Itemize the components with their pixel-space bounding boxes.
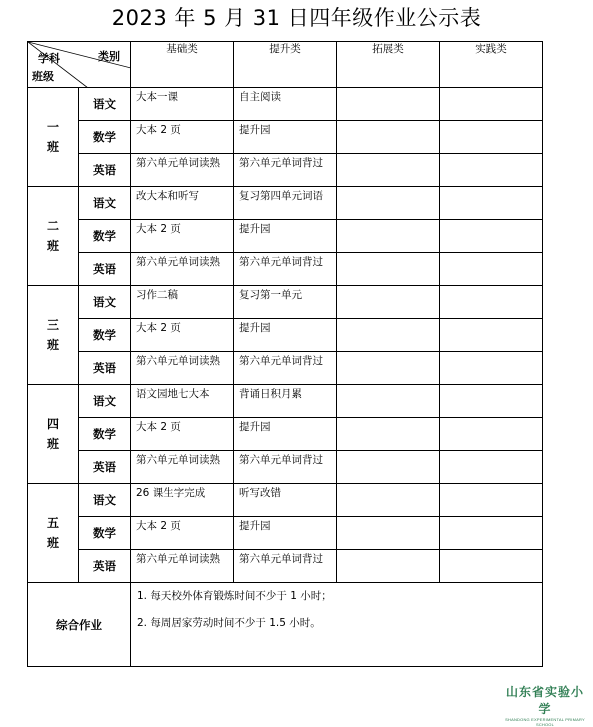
extend-task-cell — [337, 187, 440, 220]
table-row — [28, 484, 543, 517]
extend-task-cell — [337, 319, 440, 352]
advance-task-cell: 复习第四单元词语 — [234, 187, 337, 220]
header-row — [28, 42, 543, 88]
advance-task-cell: 提升园 — [234, 121, 337, 154]
class-name-cell — [28, 88, 79, 187]
practice-task-cell — [440, 286, 543, 319]
subject-cell: 英语 — [79, 550, 131, 583]
basic-task-cell: 第六单元单词读熟 — [131, 352, 234, 385]
basic-task-cell: 第六单元单词读熟 — [131, 154, 234, 187]
subject-cell: 数学 — [79, 220, 131, 253]
table-row — [28, 121, 543, 154]
subject-cell: 数学 — [79, 418, 131, 451]
advance-task-cell: 听写改错 — [234, 484, 337, 517]
extend-task-cell — [337, 121, 440, 154]
basic-task-cell: 大本一课 — [131, 88, 234, 121]
basic-task-cell: 26 课生字完成 — [131, 484, 234, 517]
table-row — [28, 220, 543, 253]
practice-task-cell — [440, 385, 543, 418]
extend-task-cell — [337, 220, 440, 253]
subject-cell: 语文 — [79, 88, 131, 121]
basic-task-cell: 第六单元单词读熟 — [131, 253, 234, 286]
summary-item: 2. 每周居家劳动时间不少于 1.5 小时。 — [137, 617, 321, 629]
subject-cell: 英语 — [79, 352, 131, 385]
class-name: 四班 — [46, 417, 59, 451]
homework-table — [27, 41, 543, 667]
practice-task-cell — [440, 352, 543, 385]
subject-cell: 数学 — [79, 121, 131, 154]
class-name-cell — [28, 286, 79, 385]
corner-subject-label: 学科 — [38, 52, 60, 65]
summary-item: 1. 每天校外体育锻炼时间不少于 1 小时； — [137, 590, 332, 602]
advance-task-cell: 第六单元单词背过 — [234, 451, 337, 484]
subject-cell: 语文 — [79, 385, 131, 418]
subject-cell: 数学 — [79, 517, 131, 550]
advance-task-cell: 提升园 — [234, 517, 337, 550]
practice-task-cell — [440, 253, 543, 286]
class-name-cell — [28, 484, 79, 583]
extend-task-cell — [337, 88, 440, 121]
school-logo-english: SHANDONG EXPERIMENTAL PRIMARY SCHOOL — [505, 717, 585, 727]
practice-task-cell — [440, 220, 543, 253]
practice-task-cell — [440, 187, 543, 220]
advance-task-cell: 提升园 — [234, 220, 337, 253]
advance-task-cell: 自主阅读 — [234, 88, 337, 121]
advance-task-cell: 提升园 — [234, 319, 337, 352]
class-name: 五班 — [46, 516, 59, 550]
practice-task-cell — [440, 319, 543, 352]
subject-cell: 语文 — [79, 187, 131, 220]
class-name: 二班 — [46, 219, 59, 253]
extend-task-cell — [337, 154, 440, 187]
practice-task-cell — [440, 484, 543, 517]
table-row — [28, 451, 543, 484]
table-row — [28, 154, 543, 187]
table-row — [28, 88, 543, 121]
advance-task-cell: 背诵日积月累 — [234, 385, 337, 418]
summary-row — [28, 583, 543, 667]
basic-task-cell: 改大本和听写 — [131, 187, 234, 220]
table-row — [28, 418, 543, 451]
basic-task-cell: 习作二稿 — [131, 286, 234, 319]
corner-cell — [28, 42, 131, 88]
subject-cell: 英语 — [79, 154, 131, 187]
col-header-practice: 实践类 — [440, 42, 543, 88]
extend-task-cell — [337, 385, 440, 418]
basic-task-cell: 大本 2 页 — [131, 319, 234, 352]
advance-task-cell: 第六单元单词背过 — [234, 253, 337, 286]
subject-cell: 数学 — [79, 319, 131, 352]
table-row — [28, 253, 543, 286]
practice-task-cell — [440, 517, 543, 550]
basic-task-cell: 大本 2 页 — [131, 517, 234, 550]
corner-category-label: 类别 — [98, 50, 120, 63]
basic-task-cell: 大本 2 页 — [131, 220, 234, 253]
extend-task-cell — [337, 484, 440, 517]
subject-cell: 语文 — [79, 286, 131, 319]
summary-label: 综合作业 — [28, 583, 131, 667]
extend-task-cell — [337, 517, 440, 550]
basic-task-cell: 第六单元单词读熟 — [131, 550, 234, 583]
table-row — [28, 286, 543, 319]
school-logo — [500, 683, 590, 727]
advance-task-cell: 提升园 — [234, 418, 337, 451]
table-row — [28, 187, 543, 220]
summary-notes — [131, 583, 543, 667]
extend-task-cell — [337, 352, 440, 385]
corner-class-label: 班级 — [32, 70, 54, 83]
subject-cell: 英语 — [79, 253, 131, 286]
col-header-basic: 基础类 — [131, 42, 234, 88]
extend-task-cell — [337, 286, 440, 319]
class-name: 一班 — [46, 120, 59, 154]
class-name-cell — [28, 187, 79, 286]
extend-task-cell — [337, 451, 440, 484]
page-title: 2023 年 5 月 31 日四年级作业公示表 — [111, 6, 482, 30]
table-row — [28, 517, 543, 550]
practice-task-cell — [440, 418, 543, 451]
advance-task-cell: 复习第一单元 — [234, 286, 337, 319]
class-name: 三班 — [46, 318, 59, 352]
practice-task-cell — [440, 88, 543, 121]
practice-task-cell — [440, 121, 543, 154]
extend-task-cell — [337, 418, 440, 451]
advance-task-cell: 第六单元单词背过 — [234, 352, 337, 385]
basic-task-cell: 大本 2 页 — [131, 418, 234, 451]
school-logo-name: 山东省实验小学 — [505, 685, 584, 716]
advance-task-cell: 第六单元单词背过 — [234, 550, 337, 583]
basic-task-cell: 语文园地七大本 — [131, 385, 234, 418]
class-name-cell — [28, 385, 79, 484]
basic-task-cell: 第六单元单词读熟 — [131, 451, 234, 484]
practice-task-cell — [440, 451, 543, 484]
table-row — [28, 319, 543, 352]
extend-task-cell — [337, 253, 440, 286]
col-header-extend: 拓展类 — [337, 42, 440, 88]
table-row — [28, 385, 543, 418]
table-body — [28, 88, 543, 583]
practice-task-cell — [440, 550, 543, 583]
table-row — [28, 550, 543, 583]
advance-task-cell: 第六单元单词背过 — [234, 154, 337, 187]
subject-cell: 英语 — [79, 451, 131, 484]
table-row — [28, 352, 543, 385]
basic-task-cell: 大本 2 页 — [131, 121, 234, 154]
extend-task-cell — [337, 550, 440, 583]
col-header-advance: 提升类 — [234, 42, 337, 88]
subject-cell: 语文 — [79, 484, 131, 517]
practice-task-cell — [440, 154, 543, 187]
